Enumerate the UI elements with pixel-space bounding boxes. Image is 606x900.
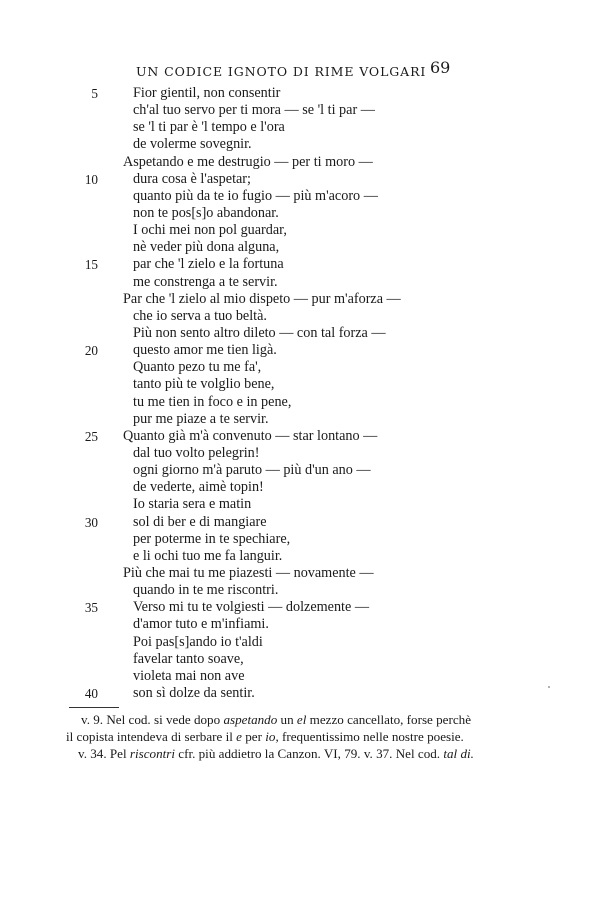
verse-text: me constrenga a te servir. xyxy=(133,273,278,290)
verse-line xyxy=(0,205,606,222)
line-number: 10 xyxy=(84,171,98,187)
verse-text: Aspetando e me destrugio — per ti moro — xyxy=(123,153,373,170)
verse-text: son sì dolze da sentir. xyxy=(133,684,255,701)
verse-line xyxy=(0,342,606,359)
verse-text: Fior gientil, non consentir xyxy=(133,85,281,101)
footnote-text: cfr. più addietro la Canzon. VI, 79. v. 37. Nel cod. xyxy=(175,746,444,761)
verse-line xyxy=(0,239,606,256)
verse-text: d'amor tuto e m'infiami. xyxy=(133,616,269,633)
verse-text: ogni giorno m'à paruto — più d'un ano — xyxy=(133,462,371,479)
footnote-text: frequentissimo nelle nostre poesie. xyxy=(278,729,464,744)
footnote-italic: e xyxy=(236,729,242,744)
verse-text: Verso mi tu te volgiesti — dolzemente — xyxy=(133,599,370,616)
verse-line xyxy=(0,411,606,428)
verse-text: Più non sento altro dileto — con tal forza — xyxy=(133,324,386,341)
poem xyxy=(0,85,606,702)
verse-line xyxy=(0,154,606,171)
verse-text: Quanto pezo tu me fa', xyxy=(133,359,262,376)
verse-line xyxy=(0,634,606,651)
footnote-italic: el xyxy=(296,712,307,727)
verse-text: Par che 'l zielo al mio dispeto — pur m'aforza — xyxy=(123,290,401,307)
verse-text: che io serva a tuo beltà. xyxy=(133,307,267,324)
verse-text: tu me tien in foco e in pene, xyxy=(133,393,292,410)
verse-line xyxy=(0,359,606,376)
verse-text: se 'l ti par è 'l tempo e l'ora xyxy=(133,119,285,136)
verse-line xyxy=(0,616,606,633)
verse-line xyxy=(0,479,606,496)
footnote-line xyxy=(66,745,536,762)
footnotes xyxy=(66,711,536,762)
footnote-rule xyxy=(69,707,119,708)
verse-line xyxy=(0,685,606,702)
verse-line xyxy=(0,102,606,119)
line-number: 30 xyxy=(84,514,98,530)
verse-text: quando in te me riscontri. xyxy=(133,582,279,599)
footnote-text: un xyxy=(277,712,297,727)
line-number: 20 xyxy=(84,343,98,359)
running-title: UN CODICE IGNOTO DI RIME VOLGARI xyxy=(136,64,427,79)
footnote-text: v. 9. Nel cod. si vede dopo xyxy=(81,712,224,727)
verse-text: sol di ber e di mangiare xyxy=(133,513,267,530)
verse-text: tanto più te volglio bene, xyxy=(133,376,275,393)
verse-text: e li ochi tuo me fa languir. xyxy=(133,547,283,564)
verse-line xyxy=(0,531,606,548)
line-number: 25 xyxy=(84,428,98,444)
verse-text: favelar tanto soave, xyxy=(133,650,244,667)
verse-text: Quanto già m'à convenuto — star lontano — xyxy=(123,427,378,444)
margin-speck xyxy=(548,686,550,688)
line-number: 35 xyxy=(84,600,98,616)
verse-line xyxy=(0,394,606,411)
verse-line xyxy=(0,582,606,599)
verse-text: dal tuo volto pelegrin! xyxy=(133,444,260,461)
verse-text: non te pos[s]o abandonar. xyxy=(133,204,279,221)
verse-text: quanto più da te io fugio — più m'acoro — xyxy=(133,187,378,204)
verse-line xyxy=(0,548,606,565)
footnote-italic: aspetando xyxy=(223,712,278,727)
line-number: 40 xyxy=(84,685,98,701)
footnote-line xyxy=(66,728,536,745)
verse-text: Io staria sera e matin xyxy=(133,496,252,513)
verse-line xyxy=(0,291,606,308)
verse-text: per poterme in te spechiare, xyxy=(133,530,291,547)
verse-text: par che 'l zielo e la fortuna xyxy=(133,256,284,273)
verse-line xyxy=(0,222,606,239)
verse-text: Poi pas[s]ando io t'aldi xyxy=(133,633,263,650)
verse-line xyxy=(0,171,606,188)
verse-text: questo amor me tien ligà. xyxy=(133,342,277,359)
footnote-text: il copista intendeva di serbare il xyxy=(66,729,237,744)
verse-line xyxy=(0,119,606,136)
verse-line xyxy=(0,445,606,462)
verse-line xyxy=(0,136,606,153)
verse-line xyxy=(0,308,606,325)
verse-line xyxy=(0,599,606,616)
page-number: 69 xyxy=(430,58,451,77)
verse-text: ch'al tuo servo per ti mora — se 'l ti par — xyxy=(133,102,375,119)
verse-line xyxy=(0,462,606,479)
verse-line xyxy=(0,325,606,342)
footnote-text: mezzo cancellato, forse perchè xyxy=(306,712,472,727)
verse-line xyxy=(0,188,606,205)
verse-line xyxy=(0,514,606,531)
verse-text: nè veder più dona alguna, xyxy=(133,239,280,256)
verse-text: I ochi mei non pol guardar, xyxy=(133,222,287,239)
line-number: 15 xyxy=(84,257,98,273)
footnote-line xyxy=(66,711,536,728)
footnote-text: v. 34. Pel xyxy=(78,746,130,761)
footnote-italic: riscontri xyxy=(129,746,175,761)
verse-line xyxy=(0,565,606,582)
footnote-italic: io, xyxy=(265,729,279,744)
line-number: 5 xyxy=(91,86,98,101)
verse-line xyxy=(0,496,606,513)
verse-line xyxy=(0,274,606,291)
verse-text: dura cosa è l'aspetar; xyxy=(133,170,251,187)
verse-line xyxy=(0,85,606,102)
verse-line xyxy=(0,668,606,685)
verse-text: de volerme sovegnir. xyxy=(133,136,252,153)
verse-text: violeta mai non ave xyxy=(133,667,245,684)
verse-line xyxy=(0,428,606,445)
verse-line xyxy=(0,651,606,668)
verse-text: Più che mai tu me piazesti — novamente — xyxy=(123,564,374,581)
verse-text: pur me piaze a te servir. xyxy=(133,410,269,427)
verse-text: de vederte, aimè topin! xyxy=(133,479,264,496)
verse-line xyxy=(0,376,606,393)
verse-line xyxy=(0,256,606,273)
footnote-text: per xyxy=(241,729,266,744)
footnote-italic: tal di. xyxy=(443,746,474,761)
